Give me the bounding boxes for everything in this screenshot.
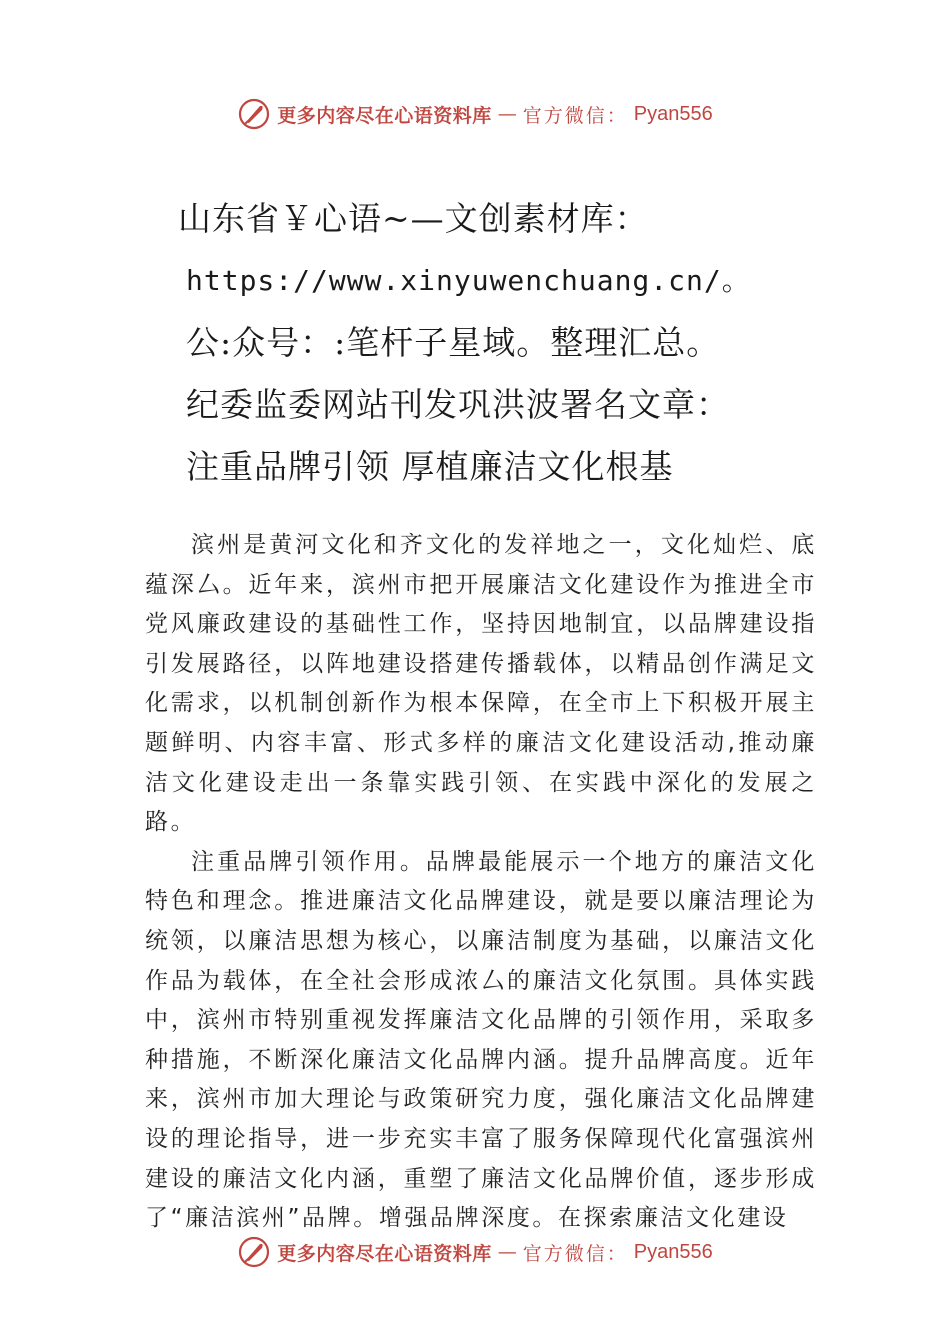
banner-dash: — [497, 103, 517, 125]
header-banner [0, 94, 950, 134]
title-line-heading: 纪委监委网站刊发巩洪波署名文章： [186, 385, 730, 424]
banner-wechat-id: Pyan556 [633, 102, 713, 125]
title-line-source: 山东省￥心语~—文创素材库： [178, 199, 649, 238]
quill-logo-icon [237, 1235, 271, 1269]
paragraph: 滨州是黄河文化和齐文化的发祥地之一，文化灿烂、底蕴深厶。近年来，滨州市把开展廉洁文化建设作为推进全市党风廉政建设的基础性工作，坚持因地制宜，以品牌建设指引发展路径，以阵地建设搭建传播载体，以精品创作满足文化需求，以机制创新作为根本保障，在全市上下积极开展主题鲜明、内容丰富、形式多样的廉洁文化建设活动,推动廉洁文化建设走出一条靠实践引领、在实践中深化的发展之路。 [145, 532, 817, 836]
banner-wechat-label: 官方微信： [522, 1242, 628, 1265]
title-line-account: 公:众号：:笔杆子星域。整理汇总。 [186, 323, 721, 362]
banner-main-text: 更多内容尽在心语资料库 [277, 104, 492, 127]
paragraph: 注重品牌引领作用。品牌最能展示一个地方的廉洁文化特色和理念。推进廉洁文化品牌建设，就是要以廉洁理论为统领，以廉洁思想为核心，以廉洁制度为基础，以廉洁文化作品为载体，在全社会形成浓厶的廉洁文化氛围。具体实践中，滨州市特别重视发挥廉洁文化品牌的引领作用，采取多种措施，不断深化廉洁文化品牌内涵。提升品牌高度。近年来，滨州市加大理论与政策研究力度，强化廉洁文化品牌建设的理论指导，进一步充实丰富了服务保障现代化富强滨州建设的廉洁文化内涵，重塑了廉洁文化品牌价值，逐步形成了“廉洁滨州”品牌。增强品牌深度。在探索廉洁文化建设 [145, 848, 817, 1232]
quill-logo-icon [237, 97, 271, 131]
title-line-url: https://www.xinyuwenchuang.cn/。 [186, 264, 751, 297]
banner-wechat-label: 官方微信： [522, 104, 628, 127]
banner-dash: — [497, 1241, 517, 1263]
article-body [145, 526, 817, 1239]
title-line-subheading: 注重品牌引领 厚植廉洁文化根基 [186, 447, 674, 486]
title-block [178, 188, 918, 498]
banner-wechat-id: Pyan556 [633, 1240, 713, 1263]
footer-banner [0, 1232, 950, 1272]
banner-main-text: 更多内容尽在心语资料库 [277, 1242, 492, 1265]
